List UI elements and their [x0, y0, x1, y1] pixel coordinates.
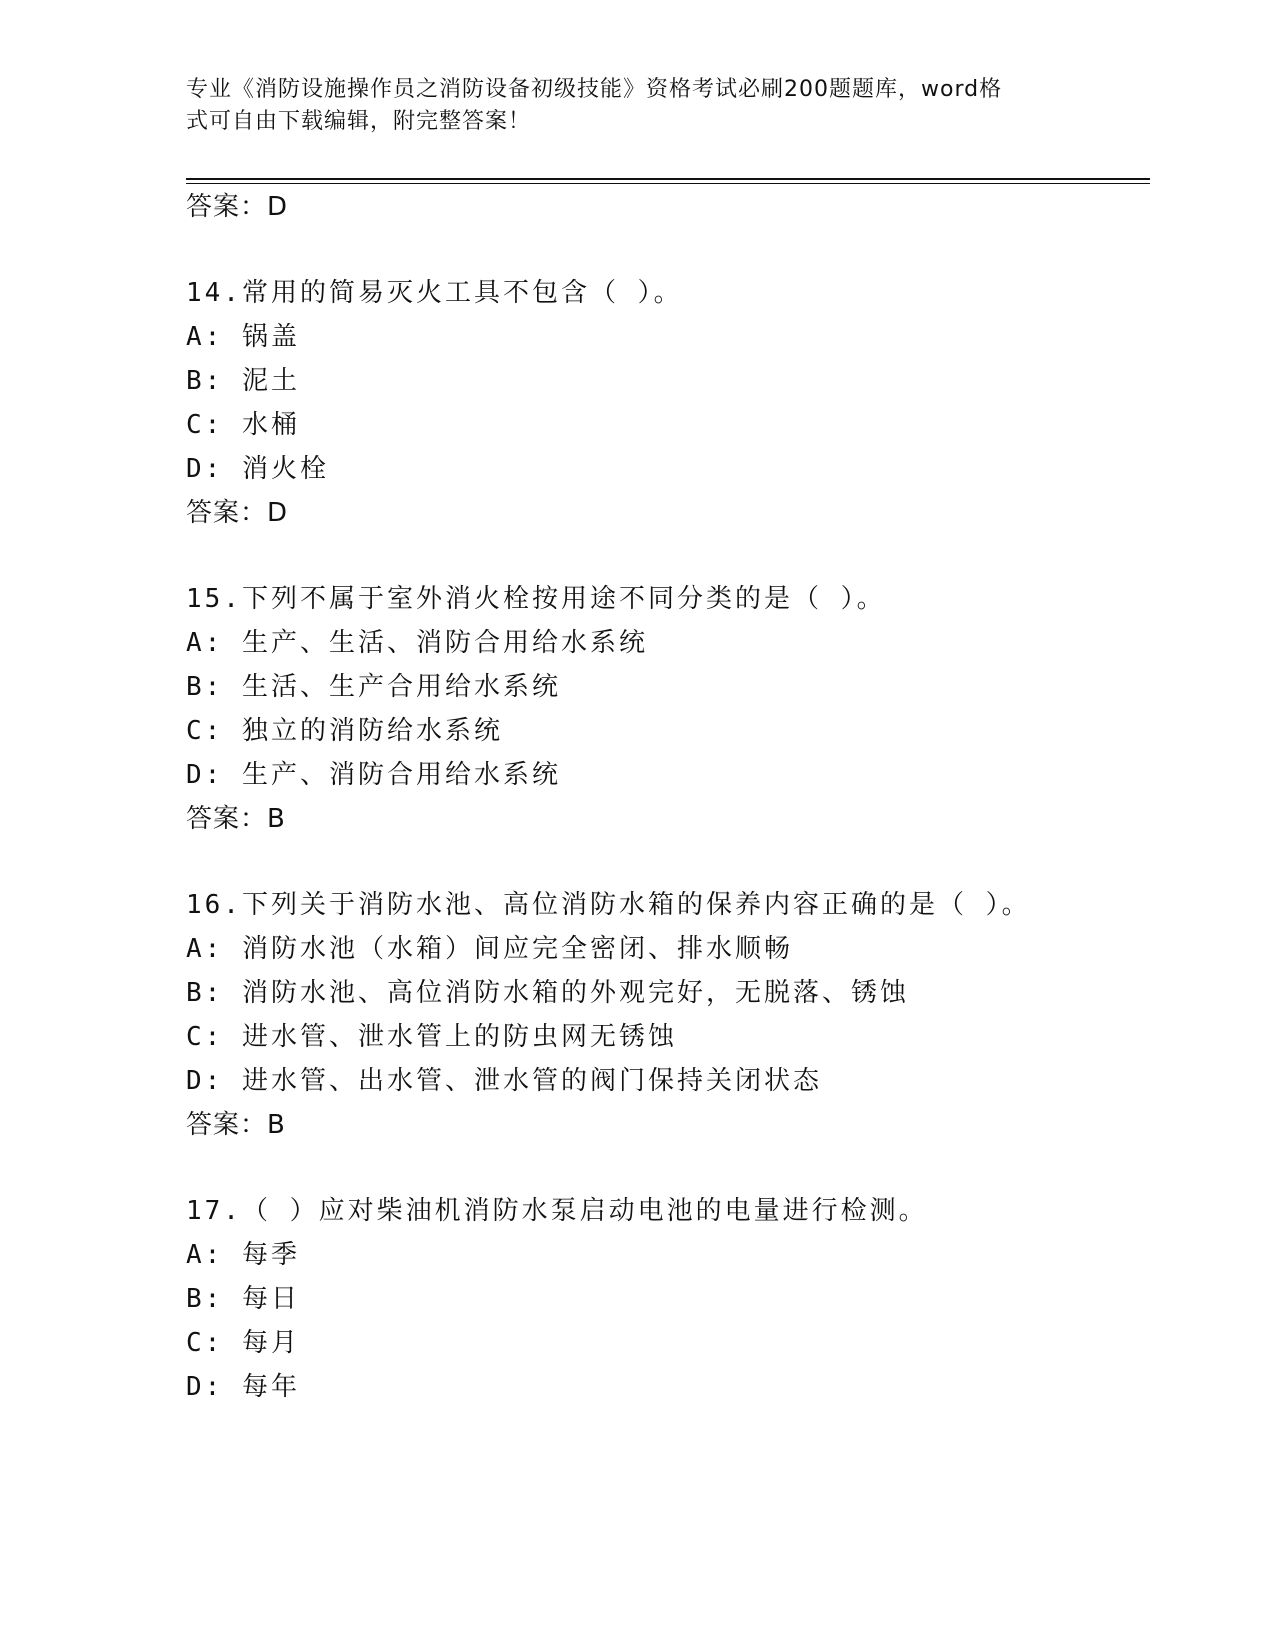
question-17-option-d: D: 每年: [186, 1372, 300, 1402]
question-17-option-c: C: 每月: [186, 1328, 300, 1358]
question-14-option-b: B: 泥土: [186, 366, 300, 396]
header-line-1: 专业《消防设施操作员之消防设备初级技能》资格考试必刷200题题库，word格: [186, 77, 1003, 102]
question-17-option-a: A: 每季: [186, 1240, 300, 1270]
question-17-option-b: B: 每日: [186, 1284, 300, 1314]
header-line-2: 式可自由下载编辑，附完整答案！: [186, 109, 532, 134]
question-15-option-b: B: 生活、生产合用给水系统: [186, 672, 561, 702]
question-15-option-c: C: 独立的消防给水系统: [186, 716, 503, 746]
header-rule-thin: [186, 183, 1150, 184]
question-14-option-c: C: 水桶: [186, 410, 300, 440]
question-14-answer: 答案：D: [186, 498, 289, 528]
question-17-stem: 17.（ ）应对柴油机消防水泵启动电池的电量进行检测。: [186, 1196, 928, 1226]
question-15-stem: 15.下列不属于室外消火栓按用途不同分类的是（ ）。: [186, 584, 886, 614]
question-14-option-a: A: 锅盖: [186, 322, 300, 352]
question-15-answer: 答案：B: [186, 804, 286, 834]
document-header: [186, 74, 1086, 138]
question-15-option-a: A: 生产、生活、消防合用给水系统: [186, 628, 648, 658]
question-16-option-a: A: 消防水池（水箱）间应完全密闭、排水顺畅: [186, 934, 793, 964]
question-16-stem: 16.下列关于消防水池、高位消防水箱的保养内容正确的是（ ）。: [186, 890, 1031, 920]
header-rule-thick: [186, 178, 1150, 180]
question-14-stem: 14.常用的简易灭火工具不包含（ ）。: [186, 278, 683, 308]
question-16-option-d: D: 进水管、出水管、泄水管的阀门保持关闭状态: [186, 1066, 822, 1096]
question-14-option-d: D: 消火栓: [186, 454, 329, 484]
answer-previous: 答案：D: [186, 192, 289, 222]
question-16-option-c: C: 进水管、泄水管上的防虫网无锈蚀: [186, 1022, 677, 1052]
question-16-option-b: B: 消防水池、高位消防水箱的外观完好，无脱落、锈蚀: [186, 978, 909, 1008]
question-15-option-d: D: 生产、消防合用给水系统: [186, 760, 561, 790]
question-16-answer: 答案：B: [186, 1110, 286, 1140]
